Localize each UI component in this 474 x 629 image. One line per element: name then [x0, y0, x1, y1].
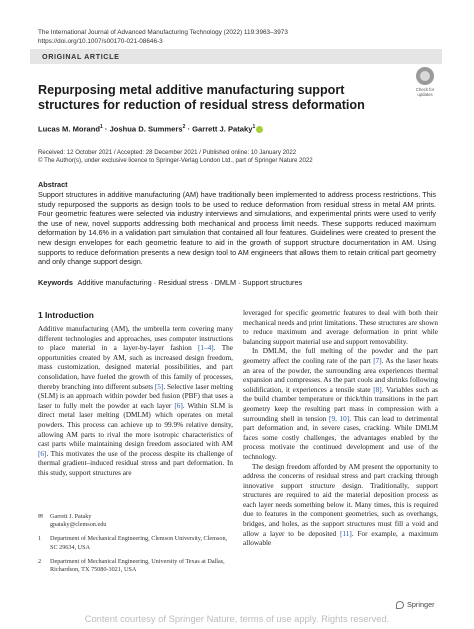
text-run: . Variables such as the build chamber temperature or thick/thin transitions in the part geometry keep the resulting part mass in compression with a surrounding shell in tension [243, 385, 438, 423]
author-list [38, 124, 263, 134]
keywords-label: Keywords [38, 278, 73, 287]
text-run: . This can lead to detrimental part deformation and, in severe cases, cracking. While DMLM faces some costly challenges, the advantages enabled by the process motivate the continued development and use of the technology. [243, 414, 438, 461]
text-run: . Within SLM is direct metal laser melting (DMLM) which operates on metal powders. This process can achieve up to 99.9% relative density, allowing AM parts to rival the more isotropic characteristics of cast parts while maintaining design freedom associated with AM [38, 401, 233, 449]
citation-link[interactable]: [7] [373, 356, 382, 365]
author-name[interactable]: Lucas M. Morand [38, 124, 101, 134]
orcid-icon[interactable] [256, 126, 263, 133]
section-heading: 1 Introduction [38, 310, 94, 320]
keywords-list: Additive manufacturing · Residual stress · DMLM · Support structures [77, 278, 303, 287]
citation-link[interactable]: [1–4] [198, 344, 214, 353]
author-separator: · [102, 124, 110, 134]
publication-dates [38, 149, 313, 166]
journal-header [38, 29, 288, 46]
text-run: . For example, a maximum allowable [243, 529, 438, 548]
author-separator: · [185, 124, 193, 134]
abstract-heading: Abstract [38, 180, 68, 189]
springer-horse-icon [396, 601, 404, 609]
text-run: . This motivates the use of the process despite its challenge of thermal gradient–induced residual stress and part deformation. In this study, support structures are [38, 449, 233, 477]
author-affiliation-mark: 2 [182, 124, 186, 130]
paper-title: Repurposing metal additive manufacturing support structures for reduction of residual stress deformation [38, 83, 365, 112]
author-email[interactable]: gpataky@clemson.edu [50, 521, 107, 529]
affiliation-note [38, 558, 233, 574]
text-run: The design freedom afforded by AM present the opportunity to address the concerns of residual stress and part cracking through innovative support structure design. Traditionally, support structures are required to aid the material deposition process as each layer needs something below it. Many times, this is required due to features in the component geometries, such as overhangs, bridges, and holes, as the support structures must fill a void and allow a layer to be deposited [243, 462, 438, 538]
text-run: Additive manufacturing (AM), the umbrella term covering many different technologies and approaches, uses computer instructions to place material in a layer-by-layer fashion [38, 325, 233, 353]
citation-link[interactable]: [6] [174, 401, 183, 410]
check-updates-icon [416, 67, 434, 85]
right-column [243, 309, 438, 549]
author-affiliation-mark: 1 [100, 124, 103, 130]
citation-link[interactable]: [8] [373, 385, 382, 394]
footnotes [38, 513, 233, 580]
intro-paragraph [243, 347, 438, 462]
check-for-updates-badge[interactable] [410, 67, 440, 100]
text-run: . As the laser heats an area of the powder, the surrounding area experiences thermal expansion and compresses. As the part cools and shrinks following solidification, it experiences a tensile state [243, 356, 438, 394]
citation-link[interactable]: [5] [154, 382, 164, 391]
affiliation-mark: 1 [38, 535, 42, 543]
check-updates-label: Check for updates [415, 87, 435, 97]
dates-line: Received: 12 October 2021 / Accepted: 28 December 2021 / Published online: 10 January 2022 [38, 149, 297, 156]
author-name[interactable]: Joshua D. Summers [109, 124, 183, 134]
text-run: . Selective laser melting (SLM) is an approach within powder bed fusion (PBF) that uses a laser to fully melt the powder at each layer [38, 382, 233, 410]
journal-doi[interactable]: https://doi.org/10.1007/s00170-021-08646-3 [38, 37, 163, 45]
publisher-logo [396, 600, 435, 609]
citation-link[interactable]: [9, 10] [329, 414, 350, 423]
text-run: . The opportunities created by AM, such as increased design freedom, mass customization, designed material possibilities, and part consolidation, have fueled the growth of this family of processes, thereby branching into different subsets [38, 344, 234, 391]
corresponding-author: Garrett J. Pataky [50, 513, 92, 520]
journal-citation: The International Journal of Advanced Manufacturing Technology (2022) 119:3963–3973 [38, 29, 288, 36]
affiliation-text: Department of Mechanical Engineering, Clemson University, Clemson, SC 29634, USA [50, 535, 228, 551]
intro-paragraph [243, 463, 438, 549]
copyright-line: © The Author(s), under exclusive licence to Springer-Verlag London Ltd., part of Springer Nature 2022 [38, 157, 313, 165]
author-name[interactable]: Garrett J. Pataky [192, 124, 253, 134]
correspondence-note [38, 513, 233, 529]
envelope-icon: ✉ [38, 513, 44, 520]
abstract-text: Support structures in additive manufacturing (AM) have traditionally been implemented to address process restrictions. This study repurposed the supports as design tools to be used to reduce deformation from residual stress in metal AM prints. Four geometric features were selected via industry interviews and simulations, and experimental prints were used to verify the use of new, novel supports addressing both mechanical and process limit needs. These supports reduced maximum deformation by 14.6% in a validation part simulation that contained all four features. Guidelines were created to present the new design envelopes for each geometric feature to aid in the growth of support structure documentation in AM. Using supports to reduce deformation presents a new design tool to AM engineers that allows them to retain critical part geometry and only change support design. [38, 190, 436, 267]
article-type-label: ORIGINAL ARTICLE [42, 52, 120, 61]
affiliation-note [38, 535, 233, 551]
text-run: In DMLM, the full melting of the powder and the part geometry affect the cooling rate of the part [243, 347, 438, 365]
author-affiliation-mark: 1 [252, 124, 256, 130]
left-column [38, 325, 233, 479]
publisher-name: Springer [407, 600, 435, 609]
intro-paragraph [38, 325, 233, 479]
intro-paragraph: leveraged for specific geometric features to deal with both their mechanical needs and print limitations. These structures are shown to reduce maximum and average deformation in print while balancing support material use and support removability. [243, 309, 438, 346]
affiliation-mark: 2 [38, 557, 42, 565]
affiliation-text: Department of Mechanical Engineering, University of Texas at Dallas, Richardson, TX 75080-3021, USA [50, 557, 225, 574]
courtesy-footer: Content courtesy of Springer Nature, terms of use apply. Rights reserved. [0, 609, 474, 629]
keywords [38, 278, 302, 287]
citation-link[interactable]: [11] [340, 529, 352, 538]
citation-link[interactable]: [6] [38, 449, 47, 458]
